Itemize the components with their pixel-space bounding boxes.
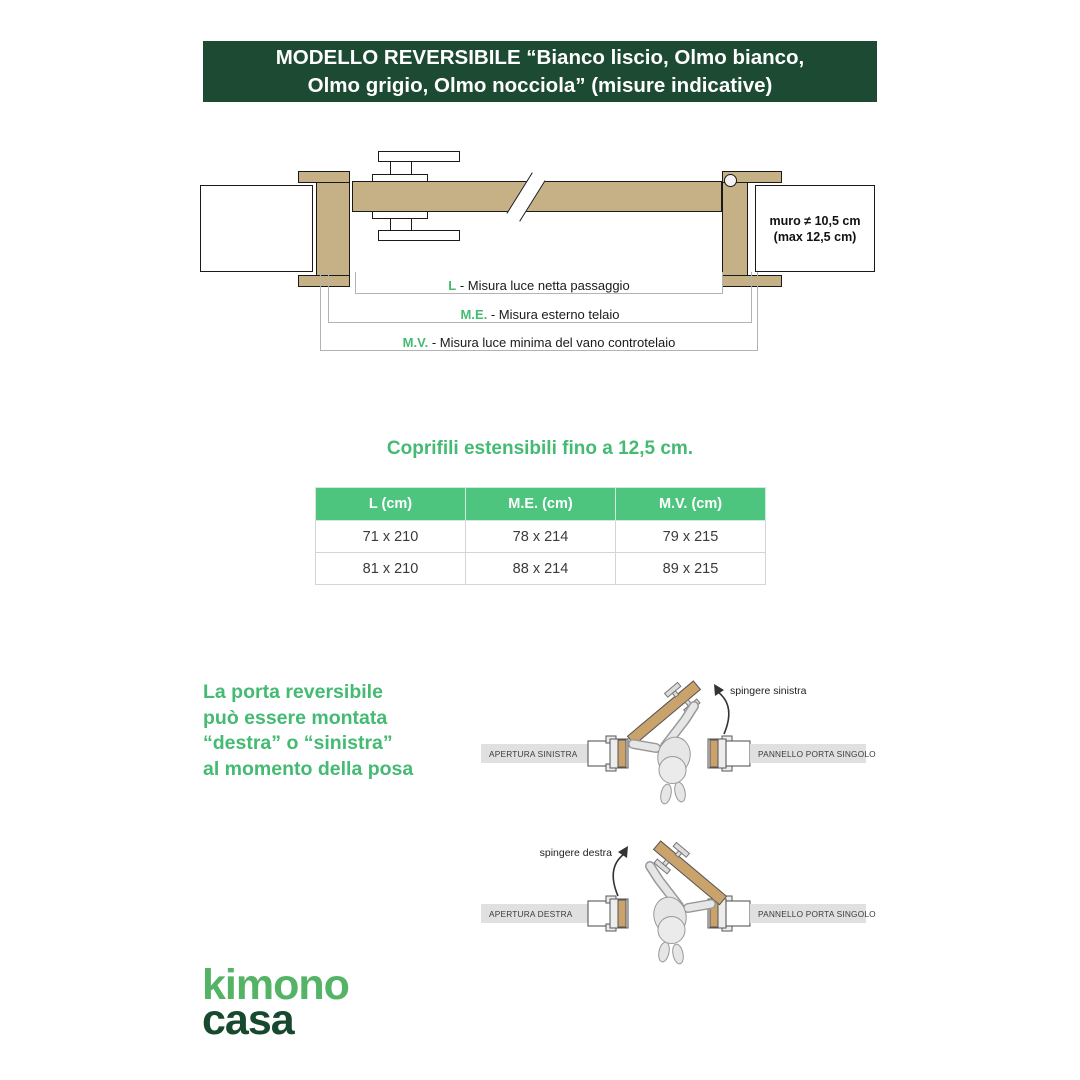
hinge-pin [724, 174, 737, 187]
measures-table [315, 487, 766, 585]
right-frame-jamb [722, 171, 748, 287]
logo-line1: kimono [202, 961, 349, 1009]
dimension-label-mv: M.V. - Misura luce minima del vano controtelaio [402, 335, 676, 350]
table-cell: 88 x 214 [466, 553, 616, 585]
note-line: al momento della posa [203, 757, 414, 780]
person-head [658, 917, 685, 944]
person-head [659, 757, 686, 784]
note-line: può essere montata [203, 706, 388, 729]
left-wall-end [588, 901, 610, 926]
push-direction-label: spingere sinistra [730, 685, 807, 697]
right-wall [755, 185, 875, 272]
table-cell: 89 x 215 [616, 553, 766, 585]
table-header-me: M.E. (cm) [466, 488, 616, 521]
opening-left-diagram [478, 670, 878, 820]
table-header-mv: M.V. (cm) [616, 488, 766, 521]
dimension-label-l: L - Misura luce netta passaggio [448, 278, 630, 293]
table-cell: 81 x 210 [316, 553, 466, 585]
right-wall-bar-label: PANNELLO PORTA SINGOLO [758, 749, 876, 759]
header-banner [203, 41, 877, 102]
left-frame-jamb [316, 171, 350, 287]
table-title: Coprifili estensibili fino a 12,5 cm. [386, 438, 694, 459]
table-cell: 79 x 215 [616, 521, 766, 553]
table-cell: 71 x 210 [316, 521, 466, 553]
banner-line2: Olmo grigio, Olmo nocciola” (misure indicative) [307, 73, 773, 97]
dimension-bracket-mv [320, 272, 758, 351]
dimension-label-me: M.E. - Misura esterno telaio [460, 307, 620, 322]
left-wall-end [588, 741, 610, 766]
right-wall-bar-label: PANNELLO PORTA SINGOLO [758, 909, 876, 919]
push-arrow [613, 854, 624, 896]
logo-line2: casa [202, 996, 294, 1044]
right-wall-end [726, 901, 750, 926]
opening-right-diagram [478, 830, 878, 980]
left-wall-bar-label: APERTURA DESTRA [489, 909, 573, 919]
table-cell: 78 x 214 [466, 521, 616, 553]
handle-stem-top [390, 161, 412, 175]
left-frame-lip-top [298, 171, 350, 183]
wall-thickness-label-line2: (max 12,5 cm) [773, 229, 857, 244]
table-row [316, 553, 766, 585]
note-line: “destra” o “sinistra” [203, 732, 393, 754]
wall-thickness-label-line1: muro ≠ 10,5 cm [769, 213, 861, 228]
reversible-note [203, 680, 463, 782]
kimono-casa-logo [202, 961, 349, 1044]
push-arrow-head [618, 846, 628, 858]
right-wall-end [726, 741, 750, 766]
handle-lever-bottom [378, 230, 460, 241]
table-header-l: L (cm) [316, 488, 466, 521]
note-line: La porta reversibile [203, 681, 383, 703]
left-wall [200, 185, 313, 272]
banner-line1: MODELLO REVERSIBILE “Bianco liscio, Olmo bianco, [275, 45, 805, 69]
push-arrow [718, 692, 729, 734]
left-wall-bar-label: APERTURA SINISTRA [489, 749, 578, 759]
door-cross-section-diagram [200, 140, 880, 370]
push-arrow-head [714, 684, 724, 696]
push-direction-label: spingere destra [539, 847, 612, 859]
table-row [316, 521, 766, 553]
